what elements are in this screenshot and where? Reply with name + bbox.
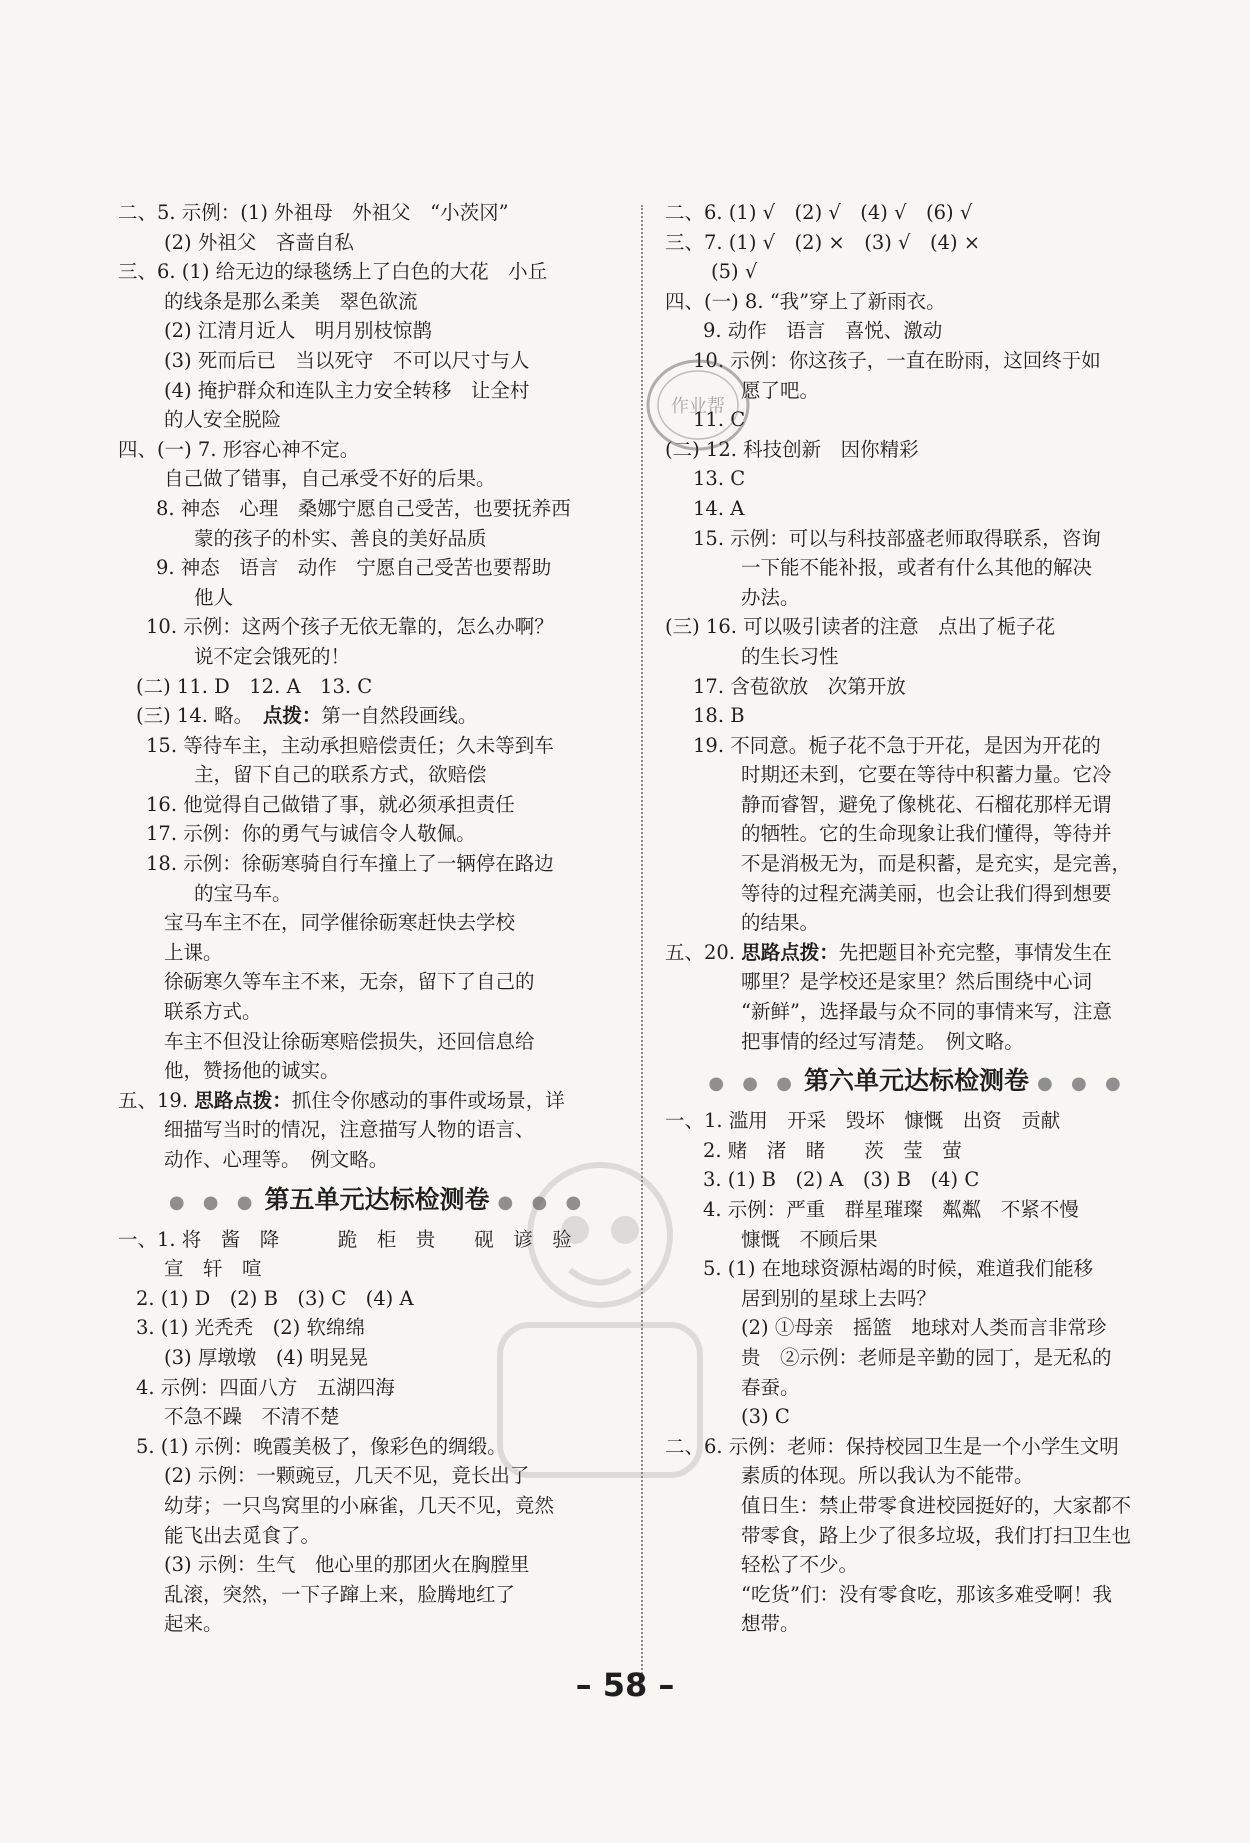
answer-text: 值日生：禁止带零食进校园挺好的，大家都不	[741, 1493, 1132, 1517]
answer-text: (2) ①母亲 摇篮 地球对人类而言非常珍	[741, 1316, 1107, 1340]
answer-line	[665, 1136, 1170, 1166]
answer-line	[665, 1195, 1170, 1225]
answer-text: 的宝马车。	[194, 881, 292, 905]
answer-text: (二) 12. 科技创新 因你精彩	[665, 437, 919, 461]
answer-line	[118, 1550, 638, 1580]
answer-line	[118, 997, 638, 1027]
answer-text: 说不定会饿死的！	[194, 644, 351, 668]
answer-text: 15. 等待车主，主动承担赔偿责任；久未等到车	[146, 733, 554, 757]
answer-line	[665, 1106, 1170, 1136]
answer-line	[118, 346, 638, 376]
answer-line	[665, 1461, 1170, 1491]
answer-line	[118, 1225, 638, 1255]
answer-text: 二、6. (1) √ (2) √ (4) √ (6) √	[665, 201, 973, 224]
answer-text: 哪里？是学校还是家里？然后围绕中心词	[741, 970, 1093, 994]
answer-text: 徐砺寒久等车主不来，无奈，留下了自己的	[164, 970, 535, 994]
answer-text: 11. C	[693, 408, 746, 432]
answer-text: 三、7. (1) √ (2) × (3) √ (4) ×	[665, 230, 981, 254]
answer-line	[665, 1432, 1170, 1462]
answer-text: 16. 他觉得自己做错了事，就必须承担责任	[146, 792, 515, 816]
answer-line	[665, 1225, 1170, 1255]
heading-dots-icon: ● ● ●	[1037, 1073, 1127, 1095]
hint-label: 思路点拨：	[194, 1088, 292, 1112]
answer-text: 能飞出去觅食了。	[164, 1523, 321, 1547]
answer-line	[118, 1027, 638, 1057]
answer-line	[118, 464, 638, 494]
answer-text: 动作、心理等。 例文略。	[164, 1148, 389, 1171]
answer-line	[118, 435, 638, 465]
answer-text: 自己做了错事，自己承受不好的后果。	[164, 467, 496, 491]
answer-line	[665, 790, 1170, 820]
answer-line	[665, 938, 1170, 968]
answer-line	[665, 1402, 1170, 1432]
answer-text: (2) 示例：一颗豌豆，几天不见，竟长出了	[164, 1464, 530, 1488]
answer-line	[118, 1580, 638, 1610]
answer-line	[118, 1432, 638, 1462]
answer-line	[118, 1115, 638, 1145]
answer-text: (3) 示例：生气 他心里的那团火在胸膛里	[164, 1553, 530, 1577]
answer-text: 五、20.	[665, 940, 742, 964]
answer-column-left	[118, 198, 638, 1639]
answer-line	[665, 612, 1170, 642]
answer-text: 不是消极无为，而是积蓄，是充实，是完善，	[741, 852, 1132, 876]
answer-text: 的生长习性	[741, 644, 839, 668]
answer-text: 轻松了不少。	[741, 1553, 859, 1577]
answer-line	[118, 198, 638, 228]
answer-line	[665, 583, 1170, 613]
answer-text: “吃货”们：没有零食吃，那该多难受啊！我	[741, 1582, 1112, 1606]
answer-text: 的牺牲。它的生命现象让我们懂得，等待并	[741, 822, 1112, 846]
answer-line	[118, 879, 638, 909]
answer-text: 10. 示例：你这孩子，一直在盼雨，这回终于如	[693, 348, 1101, 372]
answer-text: 五、19.	[118, 1088, 195, 1112]
answer-line	[118, 819, 638, 849]
answer-text: 愿了吧。	[741, 378, 820, 402]
hint-label: 点拨：	[262, 704, 322, 728]
answer-text: 等待的过程充满美丽，也会让我们得到想要	[741, 881, 1112, 905]
page-number: – 58 –	[575, 1666, 675, 1704]
answer-text: 17. 含苞欲放 次第开放	[693, 674, 906, 698]
answer-line	[665, 1491, 1170, 1521]
answer-text: 4. 示例：四面八方 五湖四海	[136, 1375, 395, 1399]
answer-text: 一下能不能补报，或者有什么其他的解决	[741, 556, 1093, 580]
answer-line	[118, 642, 638, 672]
answer-text: 18. B	[693, 704, 745, 728]
answer-text: 14. A	[693, 496, 745, 520]
answer-text: 时期还未到，它要在等待中积蓄力量。它冷	[741, 763, 1112, 787]
answer-line	[665, 1343, 1170, 1373]
answer-line	[118, 701, 638, 731]
answer-text: 车主不但没让徐砺寒赔偿损失，还回信息给	[164, 1029, 535, 1053]
answer-line	[665, 464, 1170, 494]
answer-text: 15. 示例：可以与科技部盛老师取得联系，咨询	[693, 526, 1101, 550]
answer-text: 他人	[194, 585, 234, 609]
answer-line	[118, 524, 638, 554]
answer-text: 不急不躁 不清不楚	[164, 1405, 340, 1429]
answer-line	[118, 790, 638, 820]
answer-text: 17. 示例：你的勇气与诚信令人敬佩。	[146, 822, 476, 846]
answer-text: 4. 示例：严重 群星璀璨 粼粼 不紧不慢	[703, 1198, 1079, 1221]
answer-text: 宝马车主不在，同学催徐砺寒赶快去学校	[164, 911, 516, 935]
answer-text: 四、(一) 8. “我”穿上了新雨衣。	[665, 289, 946, 313]
answer-text: 5. (1) 在地球资源枯竭的时候，难道我们能移	[703, 1257, 1094, 1281]
answer-line	[118, 494, 638, 524]
answer-text: 先把题目补充完整，事情发生在	[838, 940, 1112, 964]
answer-text: 9. 神态 语言 动作 宁愿自己受苦也要帮助	[156, 556, 552, 580]
answer-text: 主，留下自己的联系方式，欲赔偿	[194, 763, 487, 787]
answer-line	[665, 701, 1170, 731]
answer-line	[118, 1609, 638, 1639]
answer-text: 素质的体现。所以我认为不能带。	[741, 1464, 1034, 1488]
answer-line	[665, 879, 1170, 909]
answer-line	[665, 553, 1170, 583]
heading-dots-icon: ● ● ●	[708, 1073, 798, 1095]
answer-line	[665, 494, 1170, 524]
answer-line	[665, 524, 1170, 554]
answer-line	[118, 228, 638, 258]
answer-text: 的人安全脱险	[164, 408, 282, 432]
answer-text: 起来。	[164, 1612, 223, 1636]
answer-text: 一、1. 滥用 开采 毁坏 慷慨 出资 贡献	[665, 1109, 1061, 1133]
answer-text: (5) √	[711, 260, 758, 284]
answer-line	[118, 967, 638, 997]
answer-text: (2) 外祖父 吝啬自私	[164, 230, 354, 254]
answer-line	[665, 819, 1170, 849]
answer-text: 的结果。	[741, 911, 820, 935]
answer-line	[118, 760, 638, 790]
answer-text: 第一自然段画线。	[321, 704, 478, 728]
answer-text: 蒙的孩子的朴实、善良的美好品质	[194, 526, 487, 550]
answer-text: 慷慨 不顾后果	[741, 1227, 878, 1251]
answer-line	[665, 1609, 1170, 1639]
hint-label: 思路点拨：	[741, 940, 839, 964]
answer-text: (3) 死而后已 当以死守 不可以尺寸与人	[164, 348, 530, 372]
answer-line	[118, 257, 638, 287]
answer-text: 他，赞扬他的诚实。	[164, 1059, 340, 1083]
answer-line	[665, 731, 1170, 761]
answer-text: 三、6. (1) 给无边的绿毯绣上了白色的大花 小丘	[118, 260, 548, 284]
answer-line	[118, 1254, 638, 1284]
answer-text: 2. 赌 渚 睹 茨 莹 萤	[703, 1138, 962, 1162]
answer-text: 细描写当时的情况，注意描写人物的语言、	[164, 1118, 535, 1142]
answer-text: (二) 11. D 12. A 13. C	[136, 674, 373, 698]
answer-text: 幼芽；一只鸟窝里的小麻雀，几天不见，竟然	[164, 1493, 555, 1517]
answer-line	[665, 760, 1170, 790]
answer-text: 一、1. 将 酱 降 跪 柜 贵 砚 谚 验	[118, 1227, 572, 1251]
answer-text: 带零食，路上少了很多垃圾，我们打扫卫生也	[741, 1523, 1132, 1547]
answer-line	[665, 257, 1170, 287]
answer-line	[118, 583, 638, 613]
answer-line	[118, 553, 638, 583]
answer-text: (3) 厚墩墩 (4) 明晃晃	[164, 1345, 369, 1369]
answer-text: 8. 神态 心理 桑娜宁愿自己受苦，也要抚养西	[156, 496, 571, 520]
answer-line	[118, 1145, 638, 1175]
answer-text: 13. C	[693, 467, 746, 491]
answer-text: 二、6. 示例：老师：保持校园卫生是一个小学生文明	[665, 1434, 1119, 1458]
answer-line	[118, 612, 638, 642]
answer-text: 18. 示例：徐砺寒骑自行车撞上了一辆停在路边	[146, 852, 554, 876]
answer-line	[665, 316, 1170, 346]
answer-text: 宣 轩 喧	[164, 1257, 262, 1281]
answer-text: 乱滚，突然，一下子蹿上来，脸腾地红了	[164, 1582, 516, 1606]
answer-line	[118, 938, 638, 968]
answer-line	[665, 967, 1170, 997]
answer-line	[665, 1580, 1170, 1610]
section-heading-text: 第六单元达标检测卷	[803, 1066, 1029, 1096]
stamp-logo	[640, 350, 760, 460]
answer-line	[665, 1550, 1170, 1580]
answer-line	[118, 1056, 638, 1086]
answer-line	[118, 405, 638, 435]
answer-line	[118, 849, 638, 879]
answer-line	[665, 1313, 1170, 1343]
answer-text: 的线条是那么柔美 翠色欲流	[164, 289, 418, 313]
answer-text: “新鲜”，选择最与众不同的事情来写，注意	[741, 1000, 1112, 1024]
answer-text: (4) 掩护群众和连队主力安全转移 让全村	[164, 378, 530, 402]
answer-line	[118, 1284, 638, 1314]
answer-text: 办法。	[741, 585, 800, 609]
answer-text: 19. 不同意。栀子花不急于开花，是因为开花的	[693, 733, 1101, 757]
answer-text: (三) 14. 略。	[136, 704, 263, 728]
answer-text: 二、5. 示例：(1) 外祖母 外祖父 “小茨冈”	[118, 201, 509, 224]
answer-text: 贵 ②示例：老师是辛勤的园丁，是无私的	[741, 1345, 1112, 1369]
answer-line	[118, 908, 638, 938]
answer-text: 四、(一) 7. 形容心神不定。	[118, 437, 360, 461]
answer-line	[665, 1373, 1170, 1403]
answer-line	[118, 1343, 638, 1373]
answer-line	[665, 198, 1170, 228]
answer-text: 3. (1) B (2) A (3) B (4) C	[703, 1168, 980, 1192]
answer-text: 3. (1) 光秃秃 (2) 软绵绵	[136, 1316, 365, 1340]
answer-line	[665, 849, 1170, 879]
answer-line	[665, 642, 1170, 672]
answer-text: 静而睿智，避免了像桃花、石榴花那样无谓	[741, 792, 1112, 816]
heading-dots-icon: ● ● ●	[168, 1191, 259, 1213]
answer-line	[118, 1373, 638, 1403]
answer-text: 9. 动作 语言 喜悦、激动	[703, 319, 943, 343]
answer-line	[118, 1402, 638, 1432]
answer-text: 把事情的经过写清楚。 例文略。	[741, 1029, 1024, 1053]
answer-line	[118, 1086, 638, 1116]
svg-text:作业帮: 作业帮	[671, 396, 725, 417]
answer-line	[118, 1491, 638, 1521]
answer-text: 想带。	[741, 1612, 800, 1636]
answer-line	[118, 287, 638, 317]
answer-text: 10. 示例：这两个孩子无依无靠的，怎么办啊？	[146, 615, 554, 639]
answer-line	[118, 1313, 638, 1343]
answer-line	[118, 1461, 638, 1491]
answer-text: 5. (1) 示例：晚霞美极了，像彩色的绸缎。	[136, 1434, 507, 1458]
heading-dots-icon: ● ● ●	[497, 1191, 588, 1213]
answer-text: 抓住令你感动的事件或场景，详	[291, 1088, 565, 1112]
answer-line	[118, 731, 638, 761]
answer-line	[665, 287, 1170, 317]
answer-line	[665, 1027, 1170, 1057]
answer-text: 2. (1) D (2) B (3) C (4) A	[136, 1286, 414, 1310]
section-heading	[665, 1062, 1170, 1100]
answer-line	[118, 1521, 638, 1551]
answer-text: (2) 江清月近人 明月别枝惊鹊	[164, 319, 432, 343]
section-heading	[118, 1181, 638, 1219]
answer-line	[665, 672, 1170, 702]
answer-line	[665, 997, 1170, 1027]
answer-text: (三) 16. 可以吸引读者的注意 点出了栀子花	[665, 615, 1056, 639]
answer-text: 春蚕。	[741, 1375, 800, 1399]
answer-text: 居到别的星球上去吗？	[741, 1286, 937, 1310]
answer-text: 上课。	[164, 940, 223, 964]
answer-text: (3) C	[741, 1405, 790, 1429]
answer-line	[665, 1521, 1170, 1551]
answer-text: 联系方式。	[164, 1000, 262, 1024]
answer-line	[118, 672, 638, 702]
answer-line	[665, 908, 1170, 938]
answer-line	[118, 316, 638, 346]
answer-line	[665, 1254, 1170, 1284]
answer-line	[665, 228, 1170, 258]
answer-line	[118, 376, 638, 406]
answer-line	[665, 1165, 1170, 1195]
answer-line	[665, 1284, 1170, 1314]
section-heading-text: 第五单元达标检测卷	[264, 1184, 490, 1214]
